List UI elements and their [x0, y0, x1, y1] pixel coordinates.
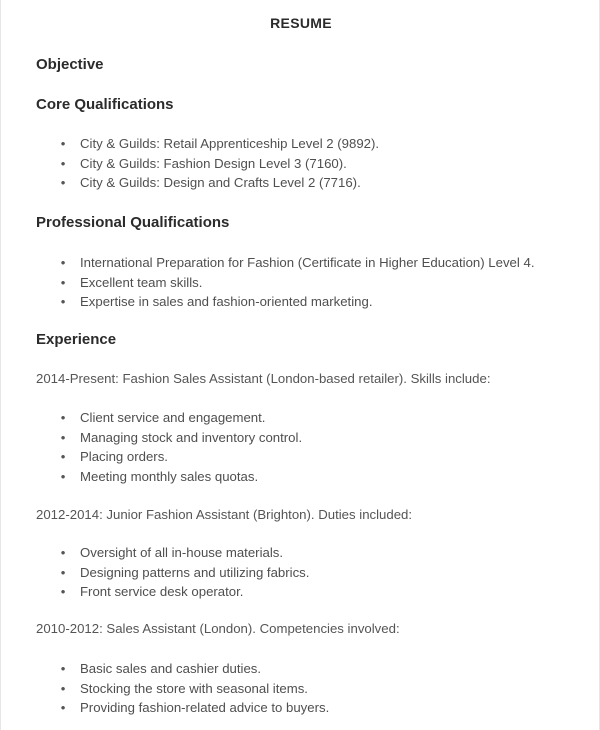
list-item: • Expertise in sales and fashion-oriented marketing. [58, 292, 534, 312]
job-summary-2: 2012-2014: Junior Fashion Assistant (Brighton). Duties included: [36, 507, 413, 522]
list-item: • Front service desk operator. [58, 582, 309, 602]
bullet-icon: • [60, 255, 66, 270]
core-qualifications-list [58, 134, 379, 193]
bullet-icon: • [60, 700, 66, 716]
job-1-list [58, 408, 302, 486]
bullet-icon: • [60, 294, 66, 310]
list-item: • Stocking the store with seasonal items. [58, 679, 329, 699]
bullet-icon: • [60, 564, 66, 580]
bullet-icon: • [60, 175, 66, 191]
bullet-icon: • [60, 155, 66, 171]
bullet-icon: • [60, 136, 66, 151]
bullet-icon: • [60, 429, 66, 445]
experience-heading: Experience [36, 331, 117, 348]
list-item: • Placing orders. [58, 447, 302, 467]
list-item: • Designing patterns and utilizing fabrics. [58, 563, 309, 583]
professional-qualifications-list [58, 253, 534, 312]
list-item: • Client service and engagement. [58, 408, 302, 428]
bullet-icon: • [60, 680, 66, 696]
list-item: • Basic sales and cashier duties. [58, 659, 329, 679]
job-2-list [58, 543, 309, 602]
bullet-icon: • [60, 449, 66, 465]
job-summary-1: 2014-Present: Fashion Sales Assistant (London-based retailer). Skills include: [36, 371, 491, 386]
list-item: • Oversight of all in-house materials. [58, 543, 309, 563]
list-item: • City & Guilds: Fashion Design Level 3 (7160). [58, 154, 379, 174]
resume-title: RESUME [270, 15, 332, 31]
list-item: • Managing stock and inventory control. [58, 428, 302, 448]
list-item: • Meeting monthly sales quotas. [58, 467, 302, 487]
bullet-icon: • [60, 584, 66, 600]
list-item: • City & Guilds: Retail Apprenticeship Level 2 (9892). [58, 134, 379, 154]
bullet-icon: • [60, 274, 66, 290]
bullet-icon: • [60, 468, 66, 484]
bullet-icon: • [60, 545, 66, 560]
list-item: • City & Guilds: Design and Crafts Level 2 (7716). [58, 173, 379, 193]
professional-qualifications-heading: Professional Qualifications [36, 214, 230, 231]
core-qualifications-heading: Core Qualifications [36, 96, 174, 113]
bullet-icon: • [60, 661, 66, 676]
list-item: • Providing fashion-related advice to buyers. [58, 698, 329, 718]
job-3-list [58, 659, 329, 718]
list-item: • International Preparation for Fashion (Certificate in Higher Education) Level 4. [58, 253, 534, 273]
list-item: • Excellent team skills. [58, 273, 534, 293]
objective-heading: Objective [36, 56, 104, 73]
bullet-icon: • [60, 410, 66, 425]
job-summary-3: 2010-2012: Sales Assistant (London). Competencies involved: [36, 621, 400, 636]
